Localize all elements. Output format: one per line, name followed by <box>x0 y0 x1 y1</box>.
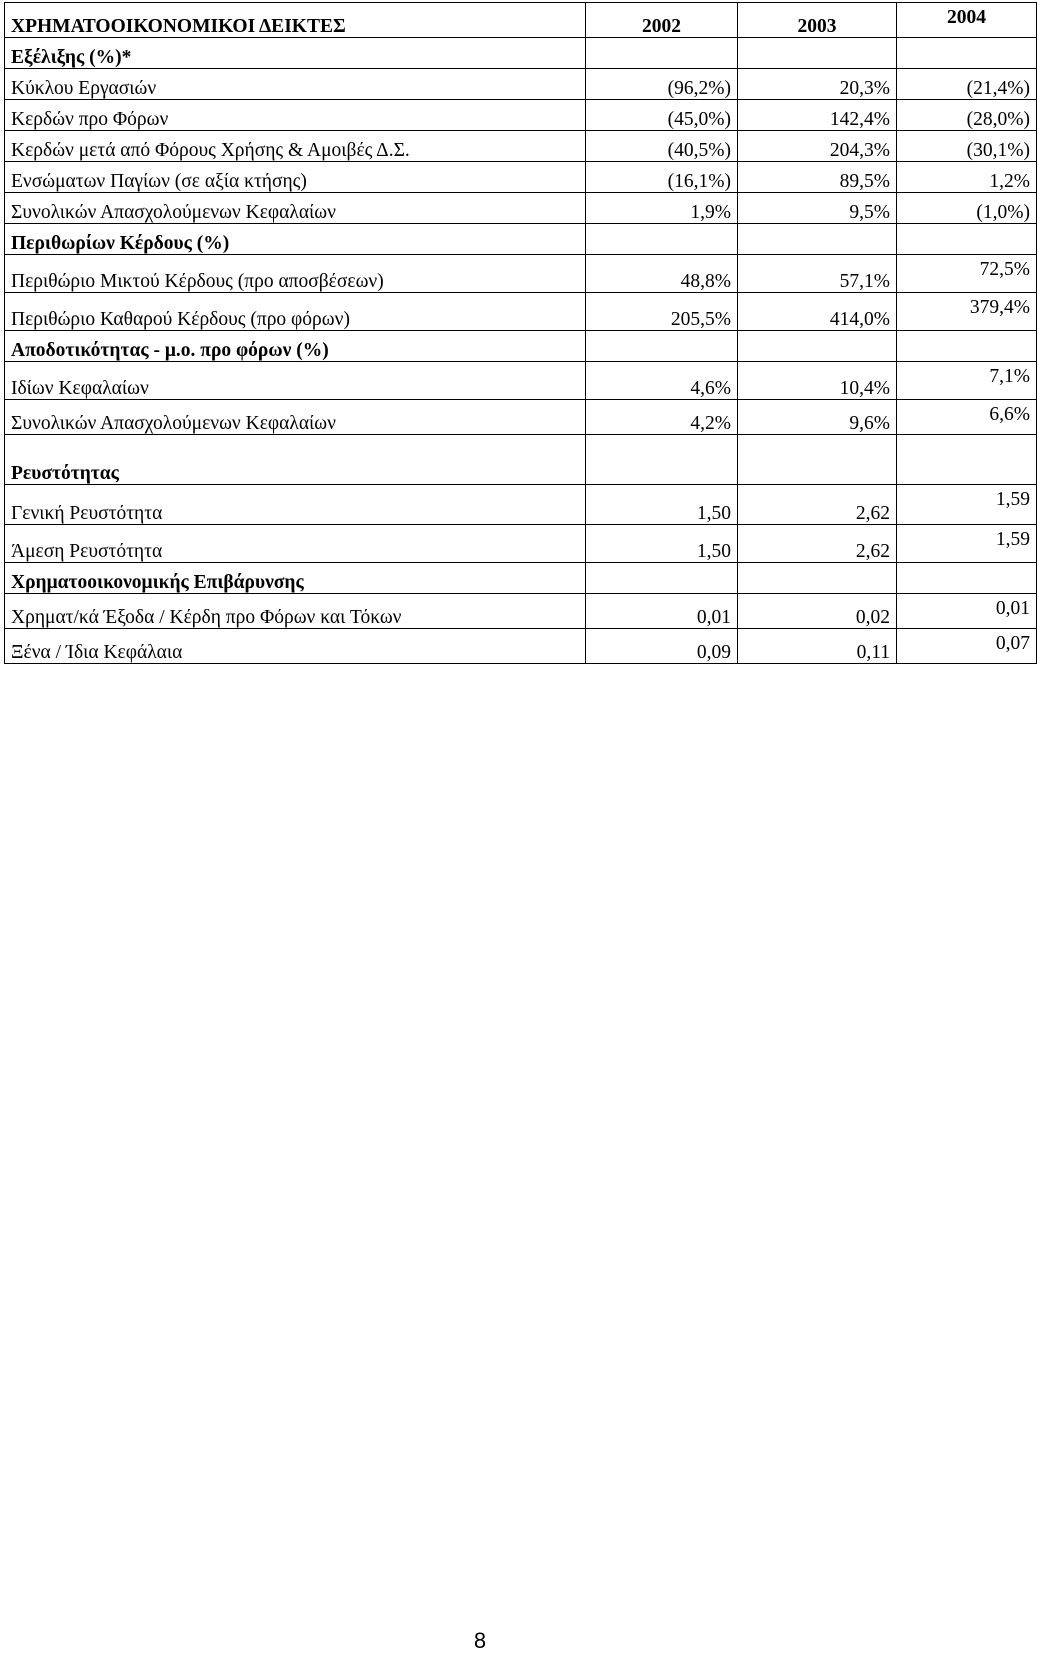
value-2003: 0,11 <box>738 629 897 664</box>
financial-ratios-table <box>4 2 1037 664</box>
value-2004: (1,0%) <box>897 193 1037 224</box>
row-label: Συνολικών Απασχολούμενων Κεφαλαίων <box>5 400 586 435</box>
row-label: Περιθώριο Καθαρού Κέρδους (προ φόρων) <box>5 293 586 331</box>
table-row <box>5 400 1037 435</box>
section-label: Αποδοτικότητας - μ.ο. προ φόρων (%) <box>5 331 586 362</box>
value-2003: 2,62 <box>738 525 897 563</box>
value-2003 <box>738 331 897 362</box>
year-header-2003: 2003 <box>738 3 897 38</box>
value-2002 <box>586 563 738 594</box>
section-row <box>5 435 1037 485</box>
table-row <box>5 162 1037 193</box>
value-2002: 1,50 <box>586 485 738 525</box>
row-label: Ιδίων Κεφαλαίων <box>5 362 586 400</box>
value-2003 <box>738 224 897 255</box>
row-label: Άμεση Ρευστότητα <box>5 525 586 563</box>
table-row <box>5 293 1037 331</box>
value-2004 <box>897 435 1037 485</box>
value-2003: 10,4% <box>738 362 897 400</box>
value-2004: 1,59 <box>897 525 1037 563</box>
value-2002 <box>586 38 738 69</box>
table-row <box>5 100 1037 131</box>
table-row <box>5 629 1037 664</box>
table-row <box>5 485 1037 525</box>
value-2004: 7,1% <box>897 362 1037 400</box>
value-2004: 379,4% <box>897 293 1037 331</box>
value-2002: (40,5%) <box>586 131 738 162</box>
value-2004: 6,6% <box>897 400 1037 435</box>
table-row <box>5 594 1037 629</box>
value-2004 <box>897 38 1037 69</box>
value-2003: 2,62 <box>738 485 897 525</box>
section-row <box>5 331 1037 362</box>
year-header-2004: 2004 <box>897 3 1037 38</box>
value-2002: 0,09 <box>586 629 738 664</box>
value-2002: 1,9% <box>586 193 738 224</box>
row-label: Ξένα / Ίδια Κεφάλαια <box>5 629 586 664</box>
value-2002: (45,0%) <box>586 100 738 131</box>
page-number: 8 <box>473 1628 487 1653</box>
value-2004: 0,07 <box>897 629 1037 664</box>
value-2004 <box>897 224 1037 255</box>
value-2002: 0,01 <box>586 594 738 629</box>
section-label: Εξέλιξης (%)* <box>5 38 586 69</box>
value-2002: 205,5% <box>586 293 738 331</box>
row-label: Γενική Ρευστότητα <box>5 485 586 525</box>
value-2003: 0,02 <box>738 594 897 629</box>
value-2003: 414,0% <box>738 293 897 331</box>
value-2002: (96,2%) <box>586 69 738 100</box>
value-2002: 4,2% <box>586 400 738 435</box>
value-2004: (21,4%) <box>897 69 1037 100</box>
section-label: Περιθωρίων Κέρδους (%) <box>5 224 586 255</box>
value-2004 <box>897 331 1037 362</box>
row-label: Χρηματ/κά Έξοδα / Κέρδη προ Φόρων και Τόκων <box>5 594 586 629</box>
value-2003: 142,4% <box>738 100 897 131</box>
value-2003 <box>738 435 897 485</box>
value-2003: 57,1% <box>738 255 897 293</box>
value-2004: 1,59 <box>897 485 1037 525</box>
section-row <box>5 38 1037 69</box>
value-2002: 4,6% <box>586 362 738 400</box>
value-2004 <box>897 563 1037 594</box>
year-header-2002: 2002 <box>586 3 738 38</box>
value-2004: 1,2% <box>897 162 1037 193</box>
value-2004: (28,0%) <box>897 100 1037 131</box>
row-label: Ενσώματων Παγίων (σε αξία κτήσης) <box>5 162 586 193</box>
table-row <box>5 255 1037 293</box>
value-2003 <box>738 563 897 594</box>
section-label: Χρηματοοικονομικής Επιβάρυνσης <box>5 563 586 594</box>
value-2002: (16,1%) <box>586 162 738 193</box>
table-title: ΧΡΗΜΑΤΟΟΙΚΟΝΟΜΙΚΟΙ ΔΕΙΚΤΕΣ <box>5 3 586 38</box>
value-2002 <box>586 435 738 485</box>
table-row <box>5 131 1037 162</box>
section-row <box>5 563 1037 594</box>
value-2003: 89,5% <box>738 162 897 193</box>
section-row <box>5 224 1037 255</box>
table-row <box>5 362 1037 400</box>
table-row <box>5 525 1037 563</box>
row-label: Κερδών προ Φόρων <box>5 100 586 131</box>
row-label: Συνολικών Απασχολούμενων Κεφαλαίων <box>5 193 586 224</box>
row-label: Περιθώριο Μικτού Κέρδους (προ αποσβέσεων) <box>5 255 586 293</box>
value-2004: (30,1%) <box>897 131 1037 162</box>
value-2002: 48,8% <box>586 255 738 293</box>
value-2002 <box>586 224 738 255</box>
value-2004: 0,01 <box>897 594 1037 629</box>
row-label: Κερδών μετά από Φόρους Χρήσης & Αμοιβές Δ.Σ. <box>5 131 586 162</box>
section-label: Ρευστότητας <box>5 435 586 485</box>
row-label: Κύκλου Εργασιών <box>5 69 586 100</box>
table-row <box>5 69 1037 100</box>
table-header-row <box>5 3 1037 38</box>
value-2002: 1,50 <box>586 525 738 563</box>
value-2003: 9,6% <box>738 400 897 435</box>
value-2003: 9,5% <box>738 193 897 224</box>
table-row <box>5 193 1037 224</box>
value-2003 <box>738 38 897 69</box>
value-2003: 20,3% <box>738 69 897 100</box>
value-2003: 204,3% <box>738 131 897 162</box>
value-2002 <box>586 331 738 362</box>
value-2004: 72,5% <box>897 255 1037 293</box>
